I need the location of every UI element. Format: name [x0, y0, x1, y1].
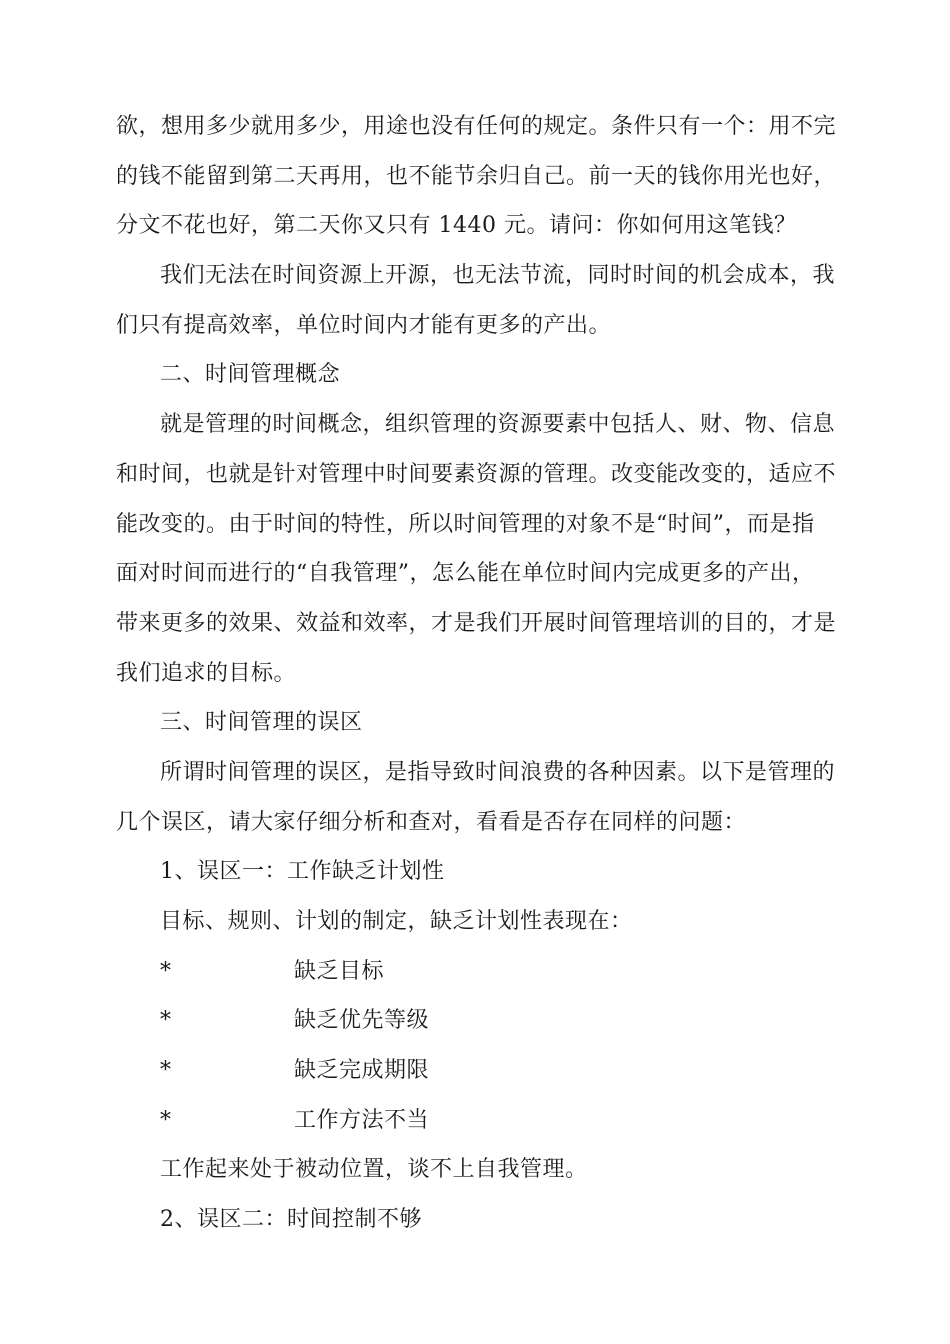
paragraph-3-line-4: 面对时间而进行的“自我管理”，怎么能在单位时间内完成更多的产出， — [116, 561, 815, 586]
bullet-marker: * — [160, 1008, 171, 1033]
paragraph-3-line-6: 我们追求的目标。 — [116, 661, 297, 686]
paragraph-2-line-1: 我们无法在时间资源上开源，也无法节流，同时时间的机会成本，我 — [160, 263, 836, 288]
bullet-marker: * — [160, 1058, 171, 1083]
paragraph-1-line-2: 的钱不能留到第二天再用，也不能节余归自己。前一天的钱你用光也好， — [116, 164, 837, 189]
bullet-text: 缺乏优先等级 — [294, 1008, 430, 1033]
paragraph-3-line-3: 能改变的。由于时间的特性，所以时间管理的对象不是“时间”，而是指 — [116, 512, 815, 537]
bullet-text: 缺乏完成期限 — [294, 1058, 430, 1083]
paragraph-1-line-1: 欲，想用多少就用多少，用途也没有任何的规定。条件只有一个：用不完 — [116, 114, 837, 139]
section-heading-3: 三、时间管理的误区 — [160, 710, 363, 735]
list-item-1-heading: 1、误区一：工作缺乏计划性 — [160, 859, 445, 884]
paragraph-1-line-3: 分文不花也好，第二天你又只有 1440 元。请问：你如何用这笔钱？ — [116, 213, 797, 238]
bullet-marker: * — [160, 959, 171, 984]
paragraph-3-line-1: 就是管理的时间概念，组织管理的资源要素中包括人、财、物、信息 — [160, 412, 836, 437]
paragraph-3-line-2: 和时间，也就是针对管理中时间要素资源的管理。改变能改变的，适应不 — [116, 462, 837, 487]
list-item-2-heading: 2、误区二：时间控制不够 — [160, 1207, 422, 1232]
list-item-1-intro: 目标、规则、计划的制定，缺乏计划性表现在： — [160, 909, 633, 934]
bullet-text: 缺乏目标 — [294, 959, 385, 984]
section-heading-2: 二、时间管理概念 — [160, 362, 341, 387]
bullet-text: 工作方法不当 — [294, 1108, 430, 1133]
paragraph-4-line-2: 几个误区，请大家仔细分析和查对，看看是否存在同样的问题： — [116, 810, 747, 835]
list-item-1-conclusion: 工作起来处于被动位置，谈不上自我管理。 — [160, 1157, 588, 1182]
paragraph-2-line-2: 们只有提高效率，单位时间内才能有更多的产出。 — [116, 313, 612, 338]
bullet-marker: * — [160, 1108, 171, 1133]
paragraph-3-line-5: 带来更多的效果、效益和效率，才是我们开展时间管理培训的目的，才是 — [116, 611, 837, 636]
paragraph-4-line-1: 所谓时间管理的误区，是指导致时间浪费的各种因素。以下是管理的 — [160, 760, 836, 785]
